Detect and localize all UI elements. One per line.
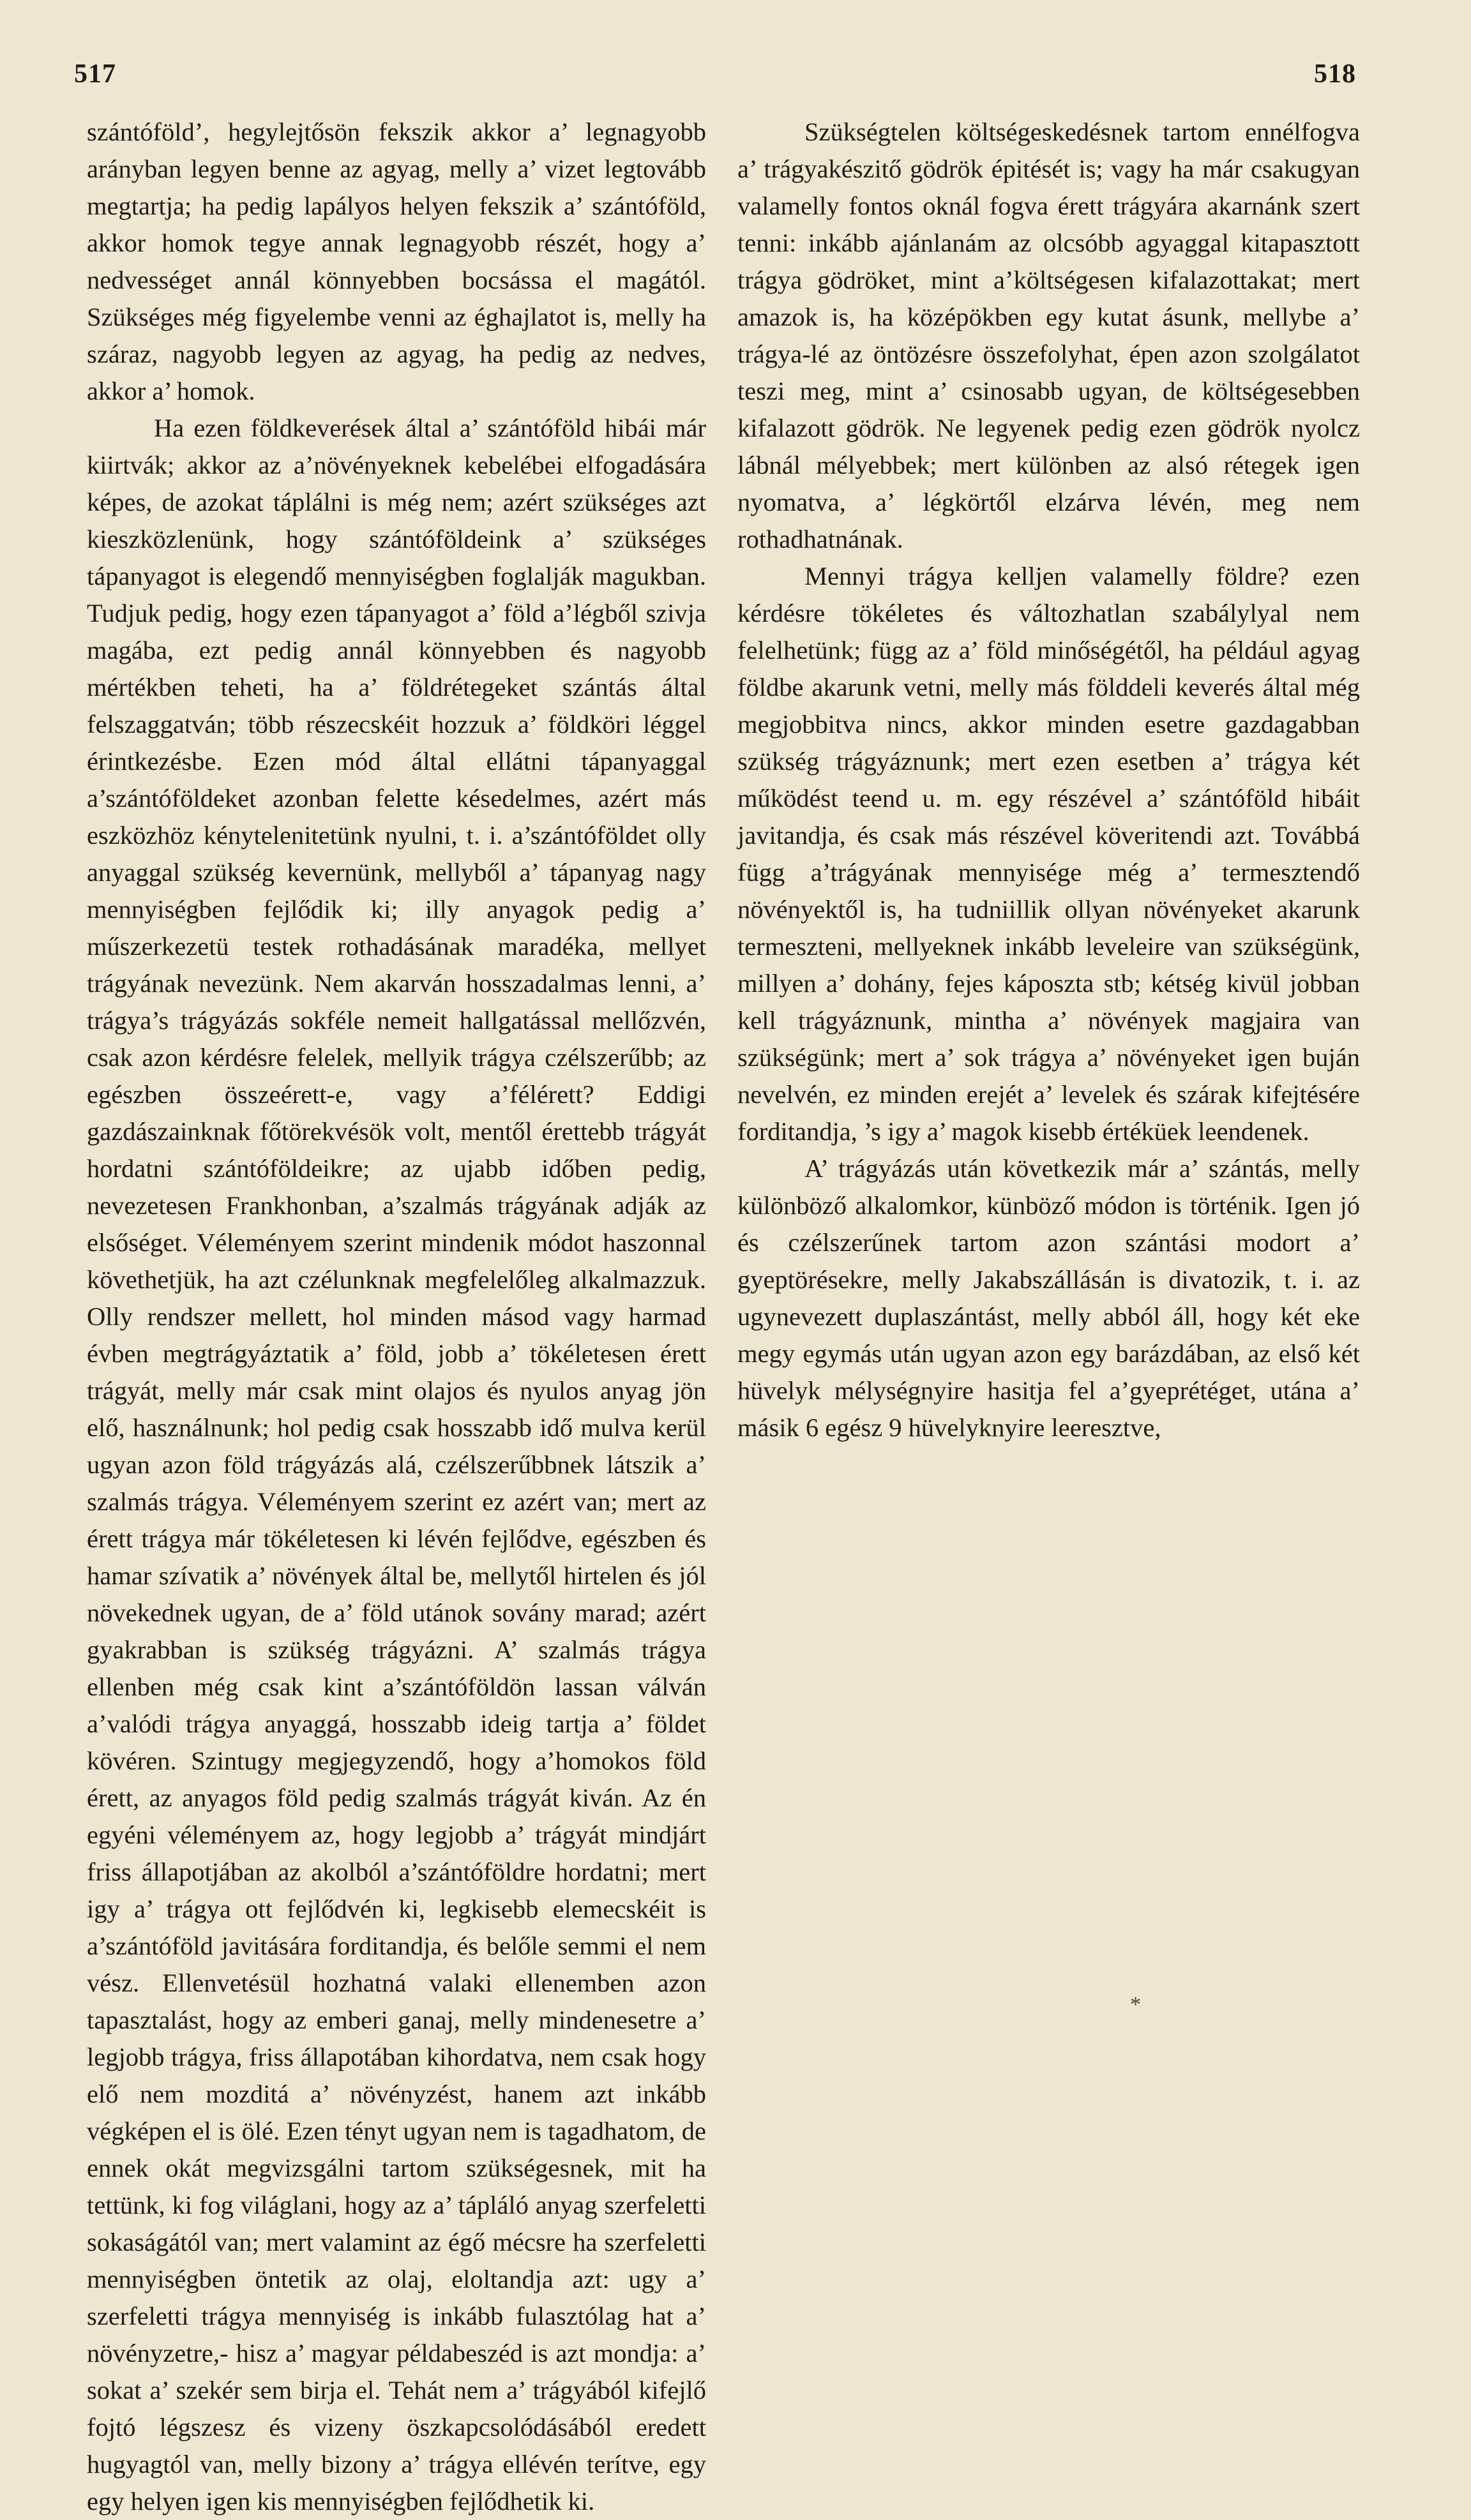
page-number-right: 518 [1314,59,1356,89]
left-column [87,114,706,2516]
right-column [737,114,1360,2003]
right-paragraph-3: A’ trágyázás után következik már a’ szántás, melly különböző alkalomkor, künböző módon is történik. Igen jó és czélszerűnek tartom azon szántási modort a’ gyeptörésekre, melly Jakabszállásán is divatozik, t. i. az ugynevezett duplaszántást, melly abból áll, hogy két eke megy egymás után ugyan azon egy barázdában, az első két hüvelyk mélységnyire hasitja fel a’gyeprétéget, utána a’ másik 6 egész 9 hüvelyknyire leeresztve, [737,1154,1360,1442]
right-paragraph-2: Mennyi trágya kelljen valamelly földre? ezen kérdésre tökéletes és változhatlan szabálylyal nem felelhetünk; függ az a’ föld minőségétől, ha például agyag földbe akarunk vetni, melly más földdeli keverés által még megjobbitva nincs, akkor minden esetre gazdagabban szükség trágyáznunk; mert ezen esetben a’ trágya két működést teend u. m. egy részével a’ szántóföld hibáit javitandja, és csak más részével köveritendi azt. Továbbá függ a’trágyának mennyisége még a’ termesztendő növényektől is, ha tudniillik ollyan növényeket akarunk termeszteni, mellyeknek inkább leveleire van szükségünk, millyen a’ dohány, fejes káposzta stb; kétség kivül jobban kell trágyáznunk, mintha a’ növények magjaira van szükségünk; mert a’ sok trágya a’ növényeket igen buján nevelvén, ez minden erejét a’ levelek és szárak kifejtésére forditandja, ’s igy a’ magok kisebb értéküek leendenek. [737,562,1360,1146]
left-paragraph-1: szántóföld’, hegylejtősön fekszik akkor a’ legnagyobb arányban legyen benne az agyag, melly a’ vizet legtovább megtartja; ha pedig lapályos helyen fekszik a’ szántóföld, akkor homok tegye annak legnagyobb részét, hogy a’ nedvességet annál könnyebben bocsássa el magától. Szükséges még figyelembe venni az éghajlatot is, melly ha száraz, nagyobb legyen az agyag, ha pedig az nedves, akkor a’ homok. [87,117,706,405]
page-number-left: 517 [74,59,116,89]
signature-mark: * [1130,1993,1141,2016]
right-paragraph-1: Szükségtelen költségeskedésnek tartom ennélfogva a’ trágyakészitő gödrök épitését is; vagy ha már csakugyan valamelly fontos oknál fogva érett trágyára akarnánk szert tenni: inkább ajánlanám az olcsóbb agyaggal kitapasztott trágya gödröket, mint a’költségesen kifalazottakat; mert amazok is, ha középökben egy kutat ásunk, mellybe a’ trágya-lé az öntözésre összefolyhat, épen azon szolgálatot teszi meg, mint a’ csinosabb ugyan, de költségesebben kifalazott gödrök. Ne legyenek pedig ezen gödrök nyolcz lábnál mélyebbek; mert különben az alsó rétegek igen nyomatva, a’ légkörtől elzárva lévén, meg nem rothadhatnának. [737,117,1360,553]
left-paragraph-2: Ha ezen földkeverések által a’ szántóföld hibái már kiirtvák; akkor az a’növényeknek kebelébei elfogadására képes, de azokat táplálni is még nem; azért szükséges azt kieszközlenünk, hogy szántóföldeink a’ szükséges tápanyagot is elegendő mennyiségben foglalják magukban. Tudjuk pedig, hogy ezen tápanyagot a’ föld a’légből szivja magába, ezt pedig annál könnyebben és nagyobb mértékben teheti, ha a’ földrétegeket szántás által felszaggatván; több részecskéit hozzuk a’ földköri léggel érintkezésbe. Ezen mód által ellátni tápanyaggal a’szántóföldeket azonban felette késedelmes, azért más eszközhöz kénytelenitetünk nyulni, t. i. a’szántóföldet olly anyaggal szükség kevernünk, mellyből a’ tápanyag nagy mennyiségben fejlődik ki; illy anyagok pedig a’ műszerkezetü testek rothadásának maradéka, mellyet trágyának nevezünk. Nem akarván hosszadalmas lenni, a’ trágya’s trágyázás sokféle nemeit hallgatással mellőzvén, csak azon kérdésre felelek, mellyik trágya czélszerűbb; az egészben összeérett-e, vagy a’félérett? Eddigi gazdászainknak főtörekvésök volt, mentől érettebb trágyát hordatni szántóföldeikre; az ujabb időben pedig, nevezetesen Frankhonban, a’szalmás trágyának adják az elsőséget. Véleményem szerint mindenik módot haszonnal követhetjük, ha azt czélunknak megfelelőleg alkalmazzuk. Olly rendszer mellett, hol minden másod vagy harmad évben megtrágyáztatik a’ föld, jobb a’ tökéletesen érett trágyát, melly már csak mint olajos és nyulos anyag jön elő, használnunk; hol pedig csak hosszabb idő mulva kerül ugyan azon föld trágyázás alá, czélszerűbbnek látszik a’ szalmás trágya. Véleményem szerint ez azért van; mert az érett trágya már tökéletesen ki lévén fejlődve, egészben és hamar szívatik a’ növények által be, mellytől hirtelen és jól növekednek ugyan, de a’ föld utánok sovány marad; azért gyakrabban is szükség trágyázni. A’ szalmás trágya ellenben még csak kint a’szántóföldön lassan válván a’valódi trágya anyaggá, hosszabb ideig tartja a’ földet kövéren. Szintugy megjegyzendő, hogy a’homokos föld érett, az anyagos föld pedig szalmás trágyát kiván. Az én egyéni véleményem az, hogy legjobb a’ trágyát mindjárt friss állapotjában az akolból a’szántóföldre hordatni; mert igy a’ trágya ott fejlődvén ki, legkisebb elemecskéit is a’szántóföld javitására forditandja, és belőle semmi el nem vész. Ellenvetésül hozhatná valaki ellenemben azon tapasztalást, hogy az emberi ganaj, melly mindenesetre a’ legjobb trágya, friss állapotában kihordatva, nem csak hogy elő nem mozditá a’ növényzést, hanem azt inkább végképen el is ölé. Ezen tényt ugyan nem is tagadhatom, de ennek okát megvizsgálni tartom szükségesnek, mit ha tettünk, ki fog világlani, hogy az a’ tápláló anyag szerfeletti sokaságától van; mert valamint az égő mécsre ha szerfeletti mennyiségben öntetik az olaj, eloltandja azt: ugy a’ szerfeletti trágya mennyiség is inkább fulasztólag hat a’ növényzetre,- hisz a’ magyar példabeszéd is azt mondja: a’ sokat a’ szekér sem birja el. Tehát nem a’ trágyából kifejlő fojtó légszesz és vizeny öszkapcsolódásából eredett hugyagtól van, melly bizony a’ trágya ellévén terítve, egy egy helyen igen kis mennyiségben fejlődhetik ki. [87,414,706,2516]
